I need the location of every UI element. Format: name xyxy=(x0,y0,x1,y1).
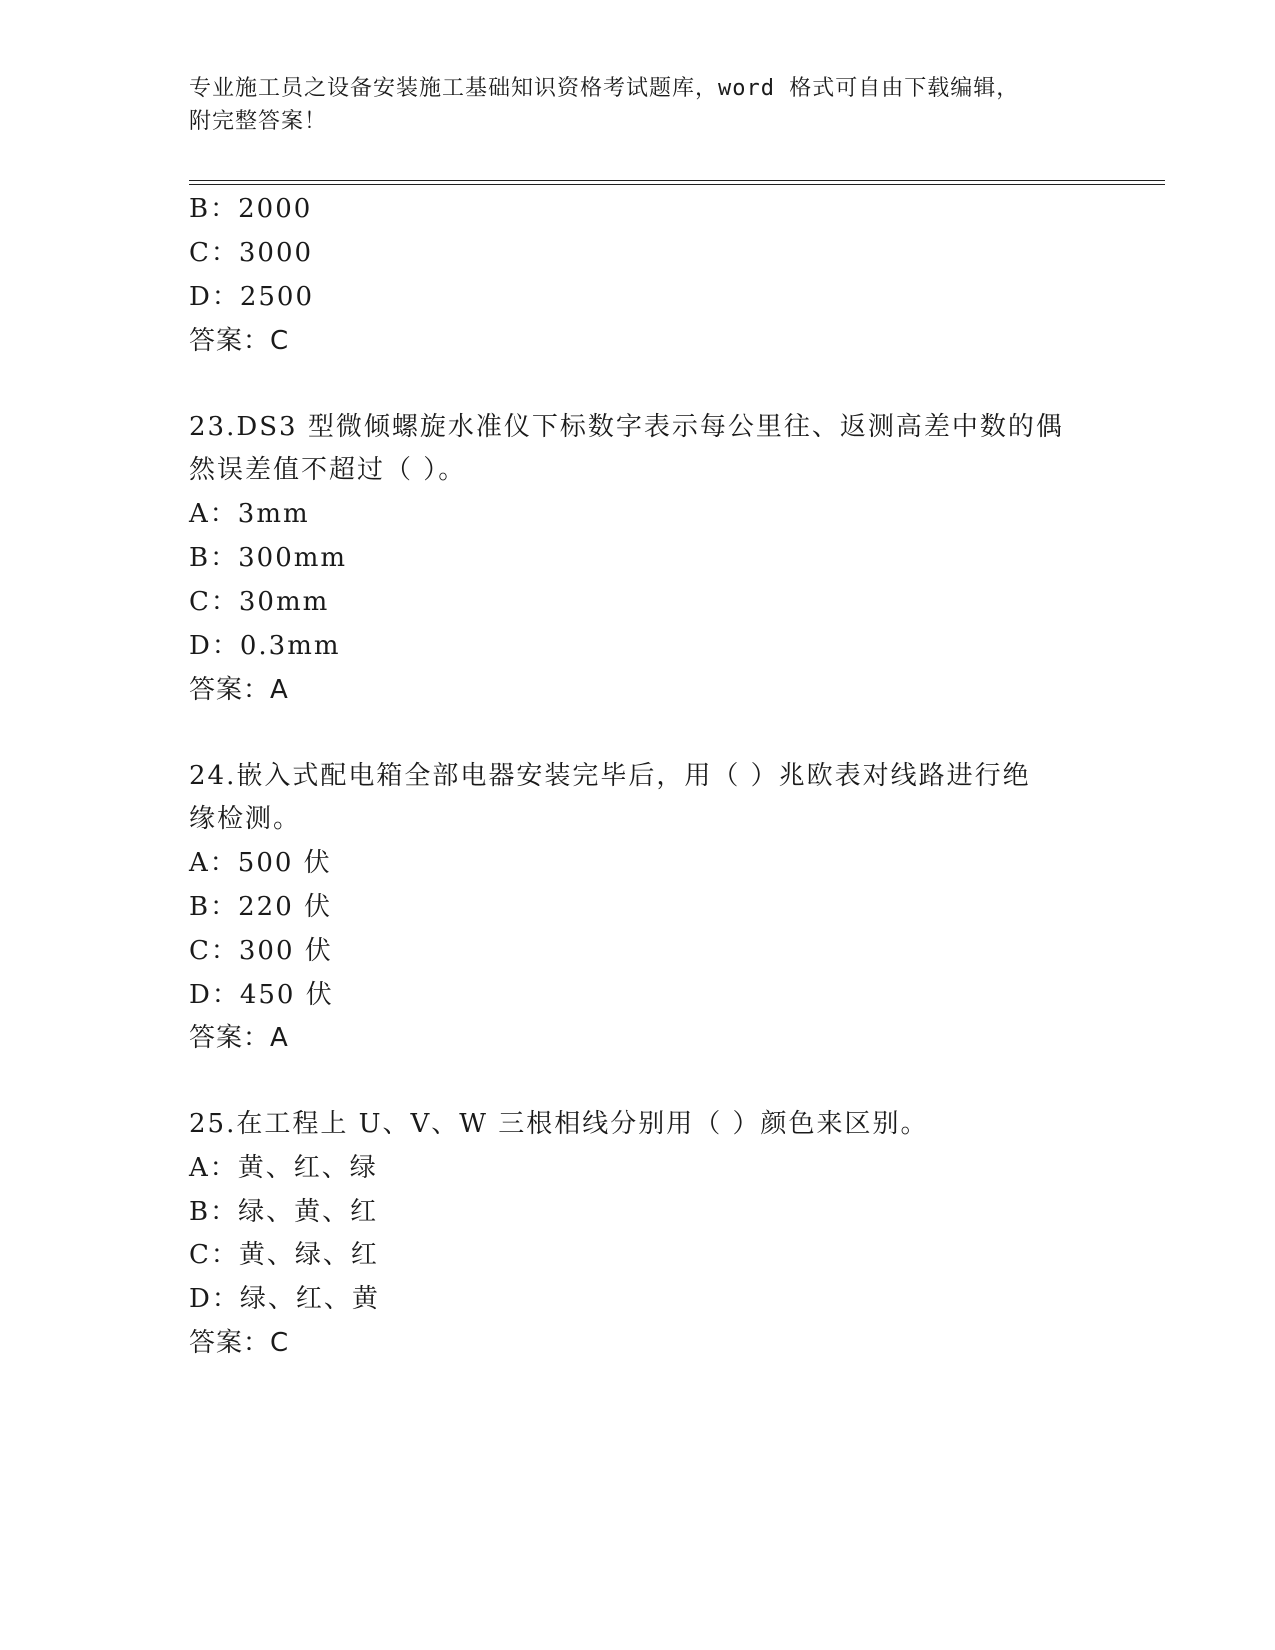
q25-option-b: B：绿、黄、红 xyxy=(189,1197,379,1227)
q25-answer: 答案：C xyxy=(189,1328,290,1358)
header-rule-top xyxy=(189,180,1165,181)
q22-option-d: D：2500 xyxy=(189,282,315,312)
header-line-2: 附完整答案！ xyxy=(189,109,328,134)
q25-option-a: A：黄、红、绿 xyxy=(189,1153,378,1183)
q25-option-d: D：绿、红、黄 xyxy=(189,1284,380,1314)
q22-answer: 答案：C xyxy=(189,326,290,356)
q23-option-c: C：30mm xyxy=(189,587,330,617)
q23-option-a: A：3mm xyxy=(189,499,310,529)
q24-option-b: B：220 伏 xyxy=(189,892,332,922)
q23-answer: 答案：A xyxy=(189,675,289,705)
q24-stem-line-2: 缘检测。 xyxy=(189,804,302,834)
q24-option-d: D：450 伏 xyxy=(189,980,334,1010)
q24-stem-line-1: 24.嵌入式配电箱全部电器安装完毕后，用（ ）兆欧表对线路进行绝 xyxy=(189,761,1031,791)
document-header xyxy=(189,72,1089,138)
q22-option-b: B：2000 xyxy=(189,194,313,224)
q22-option-c: C：3000 xyxy=(189,238,314,268)
q25-stem-line-1: 25.在工程上 U、V、W 三根相线分别用（ ）颜色来区别。 xyxy=(189,1109,929,1139)
q24-option-a: A：500 伏 xyxy=(189,848,332,878)
q24-answer: 答案：A xyxy=(189,1023,289,1053)
q23-option-d: D：0.3mm xyxy=(189,631,341,661)
q23-stem-line-1: 23.DS3 型微倾螺旋水准仪下标数字表示每公里往、返测高差中数的偶 xyxy=(189,412,1064,442)
header-line-1: 专业施工员之设备安装施工基础知识资格考试题库，word 格式可自由下载编辑， xyxy=(189,76,1020,101)
q23-stem-line-2: 然误差值不超过（ ）。 xyxy=(189,455,467,485)
q24-option-c: C：300 伏 xyxy=(189,936,333,966)
q23-option-b: B：300mm xyxy=(189,543,348,573)
header-rule-bottom xyxy=(189,184,1165,185)
q25-option-c: C：黄、绿、红 xyxy=(189,1240,379,1270)
